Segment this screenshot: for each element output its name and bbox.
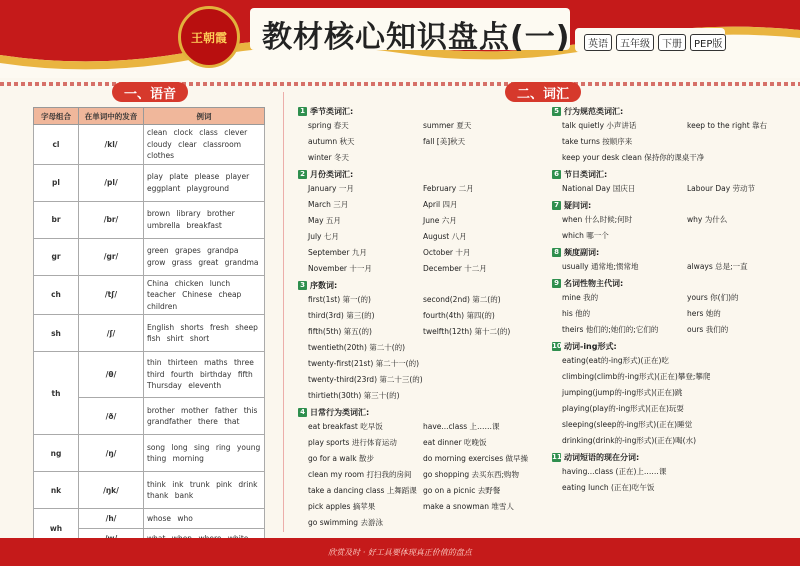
sound-cell: /pl/: [79, 164, 144, 201]
table-row: [34, 315, 265, 352]
sound-cell: /tʃ/: [79, 275, 144, 315]
tag-grade: 五年级: [616, 34, 654, 51]
vocab-item: November 十一月: [308, 264, 372, 273]
sound-cell: /gr/: [79, 238, 144, 275]
sound-cell: /h/: [79, 509, 144, 529]
words-cell: think ink trunk pink drink thank bank: [144, 472, 265, 509]
vocab-item: July 七月: [308, 232, 339, 241]
vocab-item: first(1st) 第一(的): [308, 295, 371, 304]
category-number: 7: [552, 201, 561, 210]
vocab-item: winter 冬天: [308, 153, 349, 162]
vocab-item: have...class 上……课: [423, 422, 500, 431]
vocab-item: take turns 按顺序来: [562, 137, 633, 146]
combo-cell: ch: [34, 275, 79, 315]
table-row: [34, 435, 265, 472]
page-title: 教材核心知识盘点(一): [262, 20, 571, 55]
words-cell: green grapes grandpa grow grass great grandma: [144, 238, 265, 275]
category-number: 10: [552, 342, 562, 350]
vocab-item: go swimming 去游泳: [308, 518, 383, 527]
vocab-item: hers 她的: [687, 309, 721, 318]
vocab-item: fourth(4th) 第四(的): [423, 311, 495, 320]
tag-subject: 英语: [584, 34, 612, 51]
category-title: 日常行为类词汇:: [310, 408, 370, 417]
words-cell: clean clock class clever cloudy clear classroom clothes: [144, 125, 265, 165]
words-cell: thin thirteen maths three third fourth birthday fifth Thursday eleventh: [144, 352, 265, 398]
vocab-item: eat breakfast 吃早饭: [308, 422, 383, 431]
table-row: [34, 238, 265, 275]
header-examples: 例词: [144, 108, 265, 125]
category-number: 9: [552, 279, 561, 288]
vocab-item: his 他的: [562, 309, 591, 318]
sound-cell: /ʃ/: [79, 315, 144, 352]
sound-cell: /br/: [79, 201, 144, 238]
vocab-category: [552, 106, 792, 163]
vocab-item: January 一月: [308, 184, 354, 193]
vocab-item: jumping(jump的-ing形式)(正在)跳: [562, 388, 683, 397]
vocab-item: go for a walk 散步: [308, 454, 374, 463]
vocab-category: [552, 278, 792, 335]
vocab-item: go shopping 去买东西;购物: [423, 470, 520, 479]
vocab-item: eat dinner 吃晚饭: [423, 438, 487, 447]
words-cell: play plate please player eggplant playground: [144, 164, 265, 201]
table-row: [34, 201, 265, 238]
vocab-item: eating lunch (正在)吃午饭: [562, 483, 655, 492]
table-row: [34, 472, 265, 509]
vocab-item: drinking(drink的-ing形式)(正在)喝(水): [562, 436, 697, 445]
vocab-column-right: [552, 100, 792, 493]
vocab-item: October 十月: [423, 248, 471, 257]
sound-cell: /kl/: [79, 125, 144, 165]
category-title: 月份类词汇:: [310, 170, 354, 179]
vocab-item: having...class (正在)上……课: [562, 467, 667, 476]
vocab-item: play sports 进行体育运动: [308, 438, 397, 447]
vocab-item: twentieth(20th) 第二十(的): [308, 343, 406, 352]
header: [0, 0, 800, 78]
combo-cell: cl: [34, 125, 79, 165]
combo-cell: sh: [34, 315, 79, 352]
category-number: 2: [298, 170, 307, 179]
vocab-item: clean my room 打扫我的房间: [308, 470, 412, 479]
tag-edition: PEP版: [690, 34, 726, 51]
words-cell: China chicken lunch teacher Chinese cheap children: [144, 275, 265, 315]
category-number: 8: [552, 248, 561, 257]
vocab-item: which 哪一个: [562, 231, 609, 240]
vocab-item: yours 你(们)的: [687, 293, 739, 302]
table-row: [34, 125, 265, 165]
category-number: 3: [298, 281, 307, 290]
table-row: [34, 275, 265, 315]
vocab-item: September 九月: [308, 248, 367, 257]
vocab-item: twelfth(12th) 第十二(的): [423, 327, 511, 336]
vocab-item: when 什么时候;何时: [562, 215, 633, 224]
vocab-item: usually 通常地;惯常地: [562, 262, 639, 271]
category-title: 动词短语的现在分词:: [564, 453, 640, 462]
sound-cell: /ŋk/: [79, 472, 144, 509]
vocab-item: fall [美]秋天: [423, 137, 466, 146]
vocab-item: fifth(5th) 第五(的): [308, 327, 372, 336]
header-combo: 字母组合: [34, 108, 79, 125]
category-number: 4: [298, 408, 307, 417]
vocab-item: climbing(climb的-ing形式)(正在)攀登;攀爬: [562, 372, 711, 381]
combo-cell: th: [34, 352, 79, 435]
phonics-table: [33, 107, 265, 549]
vocab-item: twenty-third(23rd) 第二十三(的): [308, 375, 423, 384]
tag-volume: 下册: [658, 34, 686, 51]
vocab-item: thirtieth(30th) 第三十(的): [308, 391, 400, 400]
vocab-item: June 六月: [423, 216, 457, 225]
vocab-item: August 八月: [423, 232, 467, 241]
vocab-item: talk quietly 小声讲话: [562, 121, 637, 130]
category-title: 名词性物主代词:: [564, 279, 624, 288]
sound-cell: /ð/: [79, 398, 144, 435]
vocab-item: second(2nd) 第二(的): [423, 295, 501, 304]
vocab-item: go on a picnic 去野餐: [423, 486, 501, 495]
table-row: [34, 164, 265, 201]
vocab-item: sleeping(sleep的-ing形式)(正在)睡觉: [562, 420, 693, 429]
vocab-item: keep to the right 靠右: [687, 121, 768, 130]
vocab-category: [552, 452, 792, 493]
section-title-phonics: 一、语音: [112, 82, 188, 102]
footer-text: 欣赏及时 · 好工具要体现真正价值的盘点: [328, 548, 472, 557]
combo-cell: br: [34, 201, 79, 238]
vocab-item: Labour Day 劳动节: [687, 184, 756, 193]
combo-cell: pl: [34, 164, 79, 201]
category-title: 疑问词:: [564, 201, 592, 210]
vocab-item: mine 我的: [562, 293, 599, 302]
vocab-item: National Day 国庆日: [562, 184, 636, 193]
category-title: 节日类词汇:: [564, 170, 608, 179]
vocab-item: spring 春天: [308, 121, 349, 130]
vocab-category: [298, 280, 548, 401]
vocab-item: make a snowman 堆雪人: [423, 502, 514, 511]
vocab-item: third(3rd) 第三(的): [308, 311, 375, 320]
category-title: 频度副词:: [564, 248, 600, 257]
vocab-item: theirs 他们的;她们的;它们的: [562, 325, 659, 334]
category-number: 6: [552, 170, 561, 179]
vocab-category: [552, 341, 792, 446]
combo-cell: gr: [34, 238, 79, 275]
category-title: 季节类词汇:: [310, 107, 354, 116]
vocab-category: [298, 169, 548, 274]
category-title: 序数词:: [310, 281, 338, 290]
vocab-item: playing(play的-ing形式)(正在)玩耍: [562, 404, 684, 413]
subtitle-tags: [584, 34, 726, 51]
vocab-item: December 十二月: [423, 264, 487, 273]
header-sound: 在单词中的发音: [79, 108, 144, 125]
vocab-category: [298, 106, 548, 163]
words-cell: English shorts fresh sheep fish shirt short: [144, 315, 265, 352]
combo-cell: ng: [34, 435, 79, 472]
sound-cell: /ŋ/: [79, 435, 144, 472]
words-cell: whose who: [144, 509, 265, 529]
category-number: 5: [552, 107, 561, 116]
vocab-item: summer 夏天: [423, 121, 472, 130]
combo-cell: nk: [34, 472, 79, 509]
vocab-item: March 三月: [308, 200, 349, 209]
vocab-category: [552, 200, 792, 241]
vocab-item: do morning exercises 做早操: [423, 454, 529, 463]
category-number: 1: [298, 107, 307, 116]
logo-text: 王朝霞: [190, 30, 227, 45]
words-cell: brown library brother umbrella breakfast: [144, 201, 265, 238]
vocab-item: take a dancing class 上舞蹈课: [308, 486, 417, 495]
vocab-item: pick apples 摘苹果: [308, 502, 376, 511]
table-row: [34, 509, 265, 529]
vocab-column-middle: [298, 100, 548, 528]
words-cell: brother mother father this grandfather there that: [144, 398, 265, 435]
brand-logo: [178, 6, 240, 68]
category-number: 11: [552, 453, 562, 461]
vocab-item: twenty-first(21st) 第二十一(的): [308, 359, 420, 368]
section-title-vocabulary: 二、词汇: [505, 82, 581, 102]
table-row: [34, 352, 265, 398]
vocab-category: [552, 169, 792, 194]
table-header-row: [34, 108, 265, 125]
vocab-category: [552, 247, 792, 272]
vocab-item: eating(eat的-ing形式)(正在)吃: [562, 356, 669, 365]
vocab-item: keep your desk clean 保持你的课桌干净: [562, 153, 705, 162]
vocab-category: [298, 407, 548, 528]
words-cell: song long sing ring young thing morning: [144, 435, 265, 472]
vocab-item: ours 我们的: [687, 325, 729, 334]
column-divider: [283, 92, 284, 532]
vocab-item: always 总是;一直: [687, 262, 748, 271]
vocab-item: April 四月: [423, 200, 458, 209]
vocab-item: autumn 秋天: [308, 137, 355, 146]
combo-cell: wh: [34, 509, 79, 549]
sound-cell: /θ/: [79, 352, 144, 398]
vocab-item: February 二月: [423, 184, 474, 193]
vocab-item: why 为什么: [687, 215, 728, 224]
category-title: 动词-ing形式:: [564, 342, 617, 351]
category-title: 行为规范类词汇:: [564, 107, 624, 116]
vocab-item: May 五月: [308, 216, 341, 225]
